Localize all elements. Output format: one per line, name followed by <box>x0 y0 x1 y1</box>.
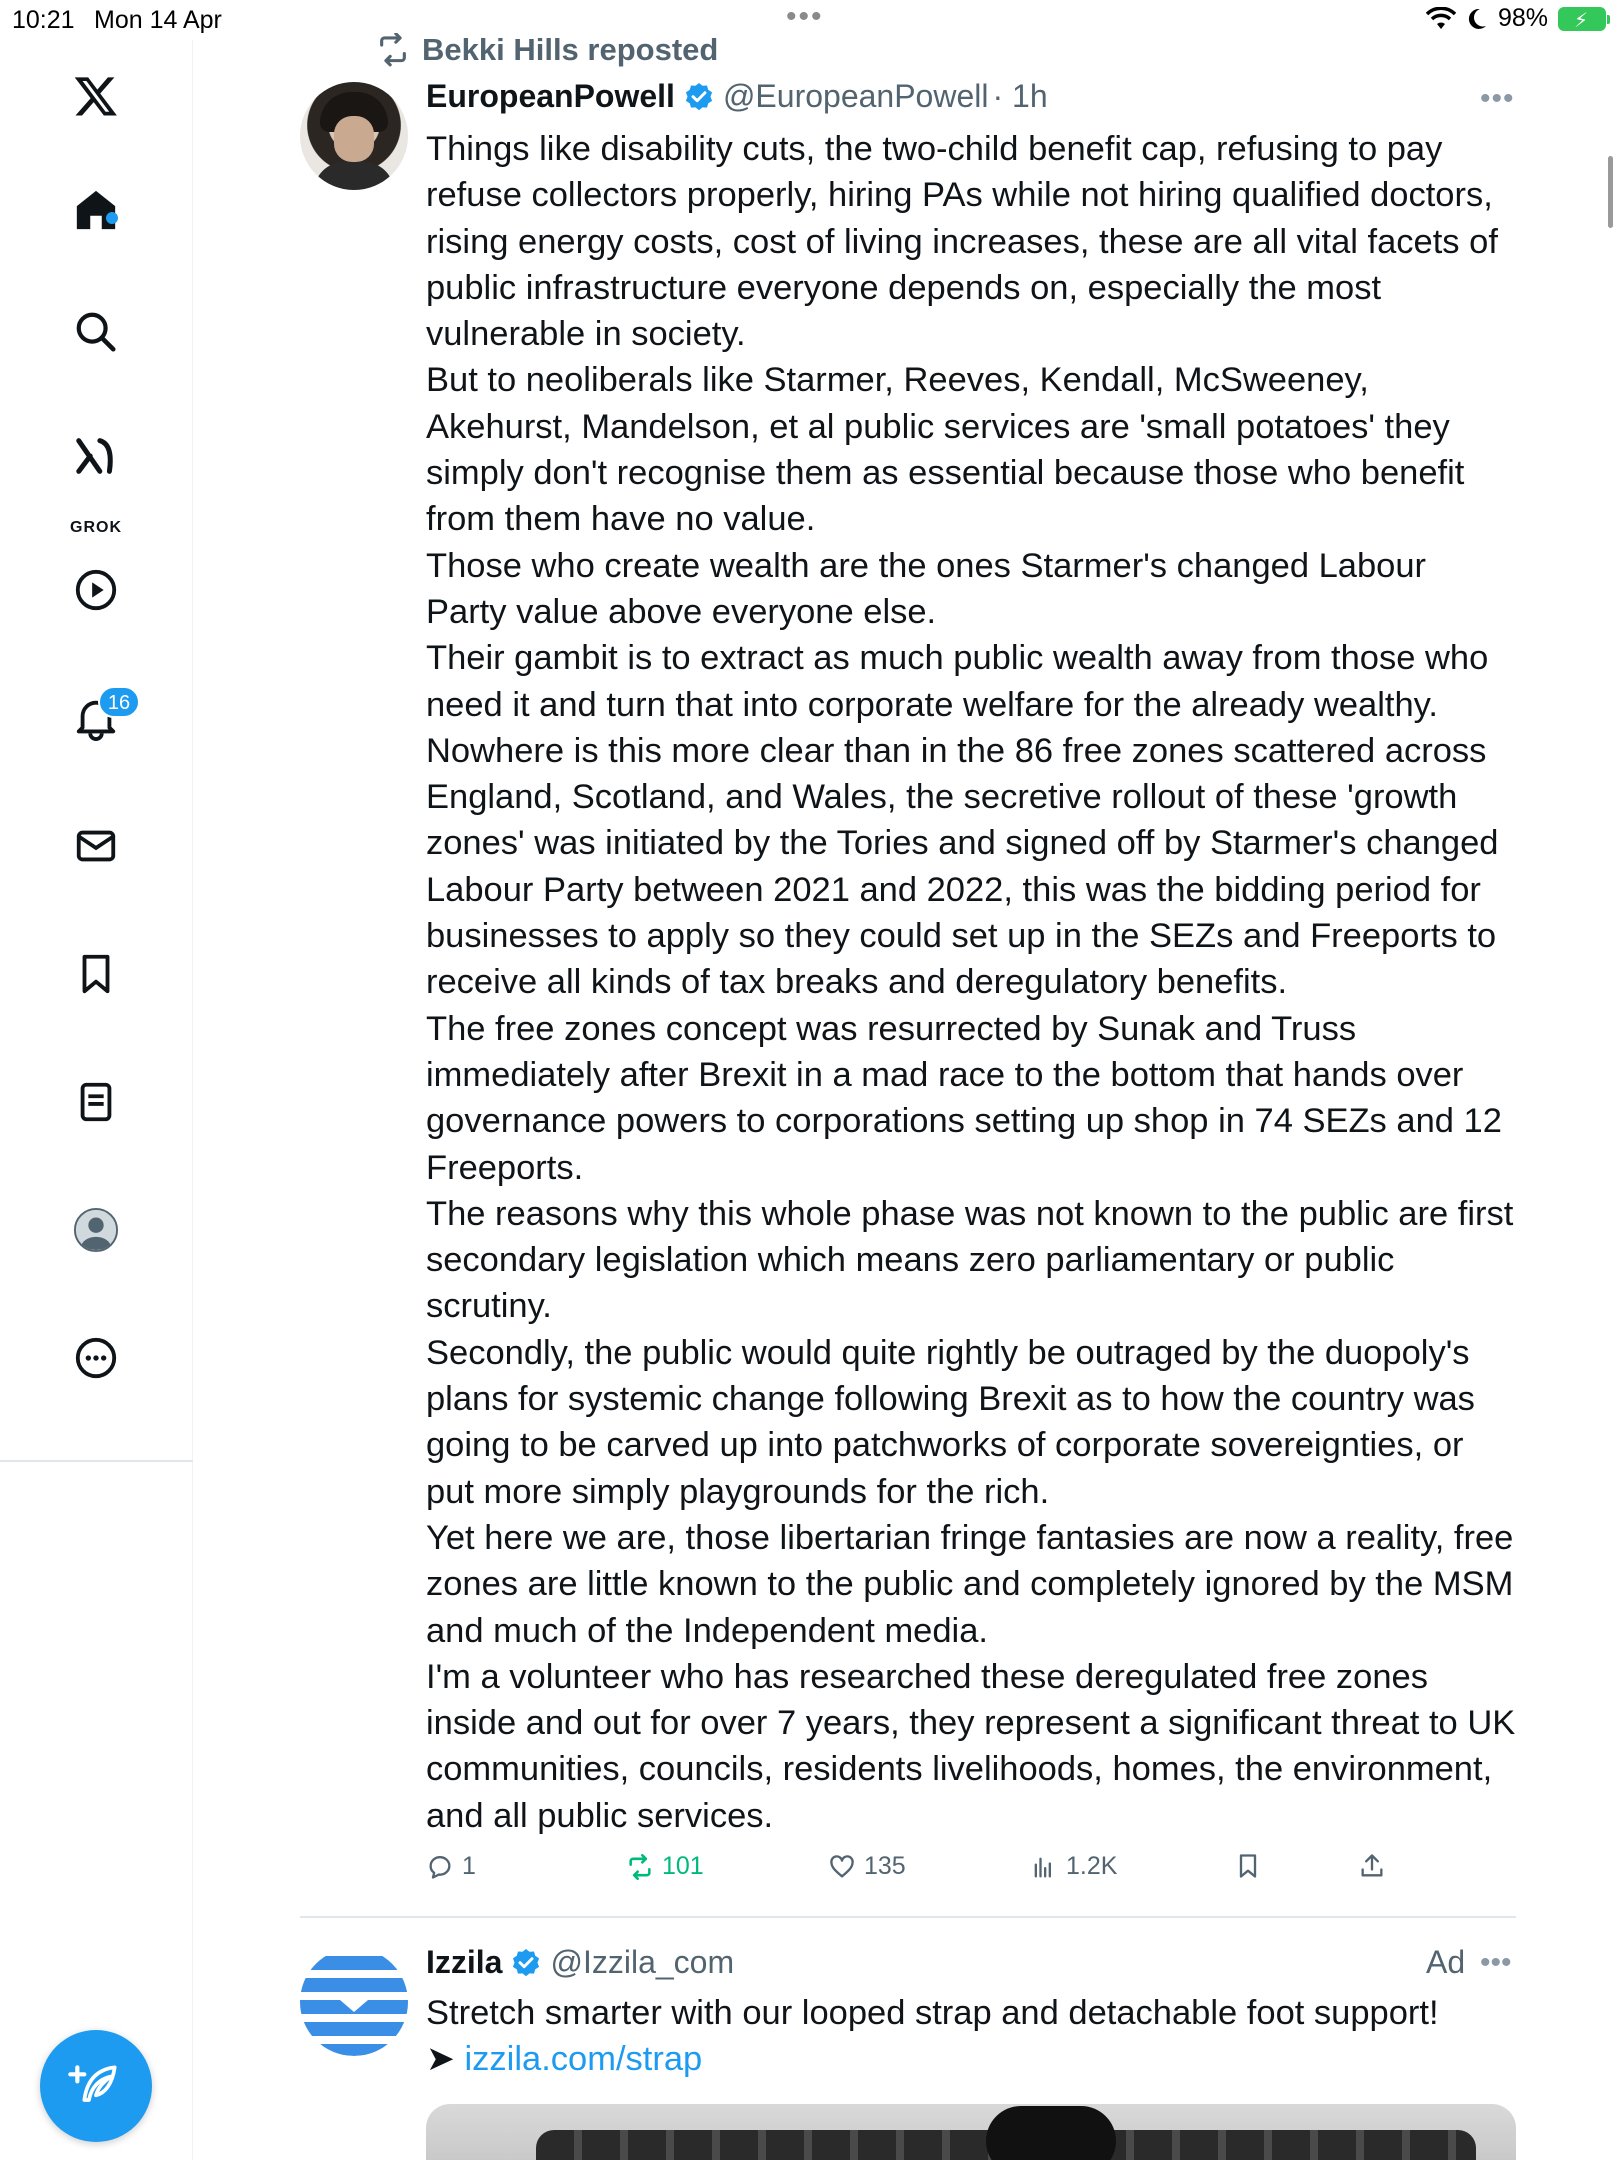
avatar[interactable] <box>300 82 408 190</box>
tweet-more-icon[interactable]: ••• <box>1480 82 1515 115</box>
compose-icon <box>68 2058 124 2114</box>
like-button[interactable] <box>828 1852 906 1881</box>
repost-context[interactable] <box>376 32 718 68</box>
multitasking-dots-icon[interactable]: ••• <box>786 0 824 33</box>
tweet-paragraph: Nowhere is this more clear than in the 86 free zones scattered across England, Scotland, and Wales, the secretive rollout of these 'growth zones' was initiated by the Tories and signed off by Starmer's changed Labour Party between 2021 and 2022, this was the bidding period for businesses to apply so they could set up in the SEZs and Freeports to receive all kinds of tax breaks and deregulatory benefits. <box>426 731 1499 1002</box>
repost-label: Bekki Hills reposted <box>422 32 719 67</box>
ad-link[interactable]: izzila.com/strap <box>464 2040 703 2078</box>
tweet-paragraph: Their gambit is to extract as much public wealth away from those who need it and turn that into corporate welfare for the already wealthy. <box>426 639 1489 724</box>
retweet-icon <box>626 1853 654 1881</box>
ad-author-name[interactable]: Izzila <box>426 1944 503 1980</box>
ad-text: Stretch smarter with our looped strap and detachable foot support! <box>426 1994 1439 2032</box>
ad-label: Ad <box>1426 1944 1466 1980</box>
ad-more-icon[interactable]: ••• <box>1480 1946 1512 1979</box>
status-indicators <box>1426 4 1606 33</box>
tweet-paragraph: Secondly, the public would quite rightly be outraged by the duopoly's plans for systemic change following Brexit as to how the country was going to be carved up into patchworks of corporate sovereignties, or put more simply playgrounds for the rich. <box>426 1333 1475 1511</box>
compose-button[interactable] <box>40 2030 152 2142</box>
tweet-paragraph: Yet here we are, those libertarian fringe fantasies are now a reality, free zones are little known to the public and completely ignored by the MSM and much of the Independent media. <box>426 1518 1514 1650</box>
ad-header <box>426 1944 734 1981</box>
repost-icon <box>376 33 410 67</box>
views-count: 1.2K <box>1066 1852 1118 1880</box>
tweet-paragraph: Things like disability cuts, the two-child benefit cap, refusing to pay refuse collectors properly, hiring PAs while not hiring qualified doctors, rising energy costs, cost of living increases, these are all vital facets of public infrastructure everyone depends on, especially the most vulnerable in society. <box>426 130 1498 354</box>
tweet-paragraph: I'm a volunteer who has researched these deregulated free zones inside and out for over 7 years, they represent a significant threat to UK communities, councils, residents livelihoods, homes, the environment, and all public services. <box>426 1657 1516 1835</box>
status-time: 10:21 <box>12 6 75 34</box>
bookmarks-icon[interactable] <box>66 944 126 1004</box>
battery-percent: 98% <box>1497 4 1548 32</box>
tweet-paragraph: The free zones concept was resurrected by Sunak and Truss immediately after Brexit in a mad race to the bottom that hands over governance powers to corporations setting up shop in 74 SEZs and 12 Freeports. <box>426 1009 1502 1187</box>
tweet-paragraph: But to neoliberals like Starmer, Reeves, Kendall, McSweeney, Akehurst, Mandelson, et al public services are 'small potatoes' they simply don't recognise them as essential because those who benefit from them have no value. <box>426 361 1465 539</box>
battery-icon: ⚡ <box>1558 7 1606 31</box>
wifi-icon <box>1426 7 1456 31</box>
more-icon[interactable] <box>66 1328 126 1388</box>
profile-icon[interactable] <box>66 1200 126 1260</box>
x-logo-icon[interactable] <box>66 66 126 126</box>
moon-icon <box>1466 7 1488 31</box>
share-icon <box>1358 1852 1386 1880</box>
tweet-separator <box>300 1916 1516 1918</box>
like-count: 135 <box>864 1852 906 1880</box>
search-icon[interactable] <box>66 302 126 362</box>
tweet-actions <box>426 1852 1426 1892</box>
bookmark-button[interactable] <box>1234 1852 1262 1880</box>
scrollbar[interactable] <box>1608 156 1613 228</box>
tweet-text <box>426 126 1516 1839</box>
share-button[interactable] <box>1358 1852 1386 1880</box>
ad-link-line <box>426 2036 702 2082</box>
tweet-paragraph: Those who create wealth are the ones Starmer's changed Labour Party value above everyone else. <box>426 546 1427 631</box>
ad-avatar[interactable] <box>300 1948 408 2056</box>
author-handle[interactable]: @EuropeanPowell <box>722 78 989 114</box>
lists-icon[interactable] <box>66 1072 126 1132</box>
video-icon[interactable] <box>66 560 126 620</box>
home-unread-dot <box>106 212 118 224</box>
grok-label: GROK <box>70 519 122 536</box>
views-icon <box>1030 1853 1058 1881</box>
tweet-header <box>426 78 1048 115</box>
status-bar <box>0 0 1620 40</box>
verified-badge-icon <box>510 1947 542 1979</box>
retweet-button[interactable] <box>626 1852 704 1881</box>
arrow-icon: ➤ <box>426 2040 455 2078</box>
retweet-count: 101 <box>662 1852 704 1880</box>
home-icon[interactable] <box>66 180 126 240</box>
sidebar-divider <box>0 1460 193 1462</box>
status-date: Mon 14 Apr <box>94 6 222 34</box>
grok-icon[interactable] <box>66 426 126 486</box>
bookmark-icon <box>1234 1852 1262 1880</box>
izzila-logo-icon <box>300 1948 408 2056</box>
verified-badge-icon <box>683 81 715 113</box>
reply-icon <box>426 1853 454 1881</box>
heart-icon <box>828 1853 856 1881</box>
author-name[interactable]: EuropeanPowell <box>426 78 675 114</box>
reply-button[interactable] <box>426 1852 476 1881</box>
ad-media-image[interactable] <box>426 2104 1516 2160</box>
reply-count: 1 <box>462 1852 476 1880</box>
messages-icon[interactable] <box>66 816 126 876</box>
notifications-badge: 16 <box>98 686 140 718</box>
views-button[interactable] <box>1030 1852 1117 1881</box>
ad-author-handle[interactable]: @Izzila_com <box>550 1944 735 1980</box>
tweet-paragraph: The reasons why this whole phase was not known to the public are first secondary legislation which means zero parliamentary or public scrutiny. <box>426 1194 1514 1326</box>
tweet-time[interactable]: · 1h <box>992 78 1048 114</box>
sidebar <box>0 40 193 2160</box>
